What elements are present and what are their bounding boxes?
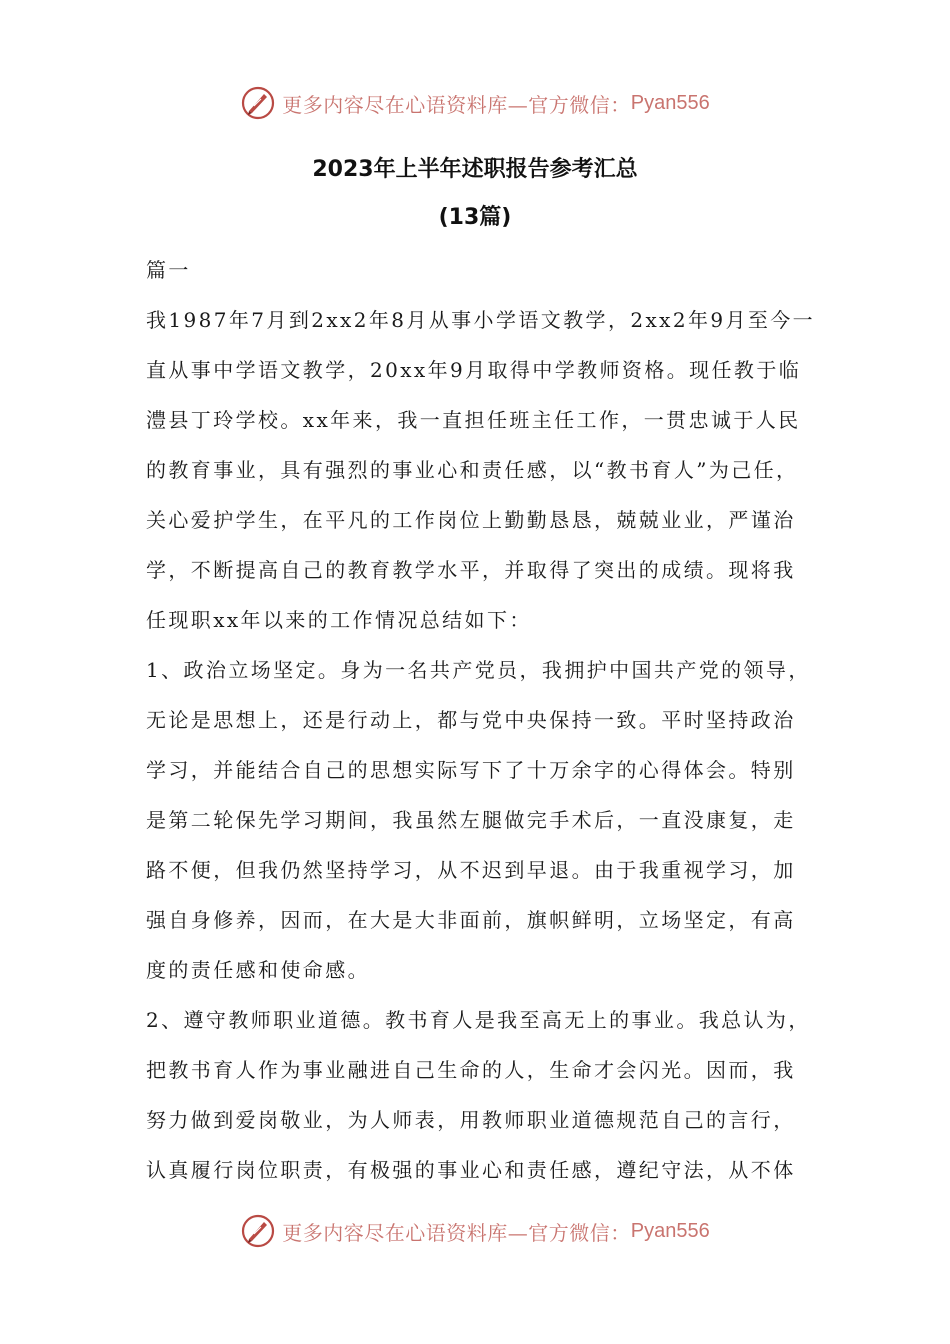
body-line: 无论是思想上，还是行动上，都与党中央保持一致。平时坚持政治 <box>146 708 796 732</box>
body-line: 直从事中学语文教学，20xx年9月取得中学教师资格。现任教于临 <box>146 358 802 382</box>
quill-pen-logo-icon <box>240 85 276 121</box>
body-line: 2、遵守教师职业道德。教书育人是我至高无上的事业。我总认为， <box>146 1008 811 1032</box>
document-subtitle: (13篇) <box>438 205 512 230</box>
body-line: 是第二轮保先学习期间，我虽然左腿做完手术后，一直没康复，走 <box>146 808 796 832</box>
banner-wechat-id: Pyan556 <box>630 1219 710 1242</box>
body-line: 认真履行岗位职责，有极强的事业心和责任感，遵纪守法，从不体 <box>146 1158 796 1182</box>
body-line: 学习，并能结合自己的思想实际写下了十万余字的心得体会。特别 <box>146 758 796 782</box>
document-title: 2023年上半年述职报告参考汇总 <box>312 157 638 182</box>
body-line: 的教育事业，具有强烈的事业心和责任感，以“教书育人”为己任， <box>146 458 799 482</box>
body-line: 澧县丁玲学校。xx年来，我一直担任班主任工作，一贯忠诚于人民 <box>146 408 801 432</box>
body-line: 1、政治立场坚定。身为一名共产党员，我拥护中国共产党的领导， <box>146 658 811 682</box>
body-line: 我1987年7月到2xx2年8月从事小学语文教学，2xx2年9月至今一 <box>146 308 816 332</box>
body-line: 强自身修养，因而，在大是大非面前，旗帜鲜明，立场坚定，有高 <box>146 908 796 932</box>
document-body <box>146 250 816 1200</box>
banner-wechat-id: Pyan556 <box>630 91 710 114</box>
body-line: 度的责任感和使命感。 <box>146 958 370 982</box>
body-line: 关心爱护学生，在平凡的工作岗位上勤勤恳恳，兢兢业业，严谨治 <box>146 508 796 532</box>
body-line: 任现职xx年以来的工作情况总结如下： <box>146 608 532 632</box>
banner-text: 更多内容尽在心语资料库—官方微信： <box>282 1220 631 1245</box>
body-line: 学，不断提高自己的教育教学水平，并取得了突出的成绩。现将我 <box>146 558 796 582</box>
body-line: 路不便，但我仍然坚持学习，从不迟到早退。由于我重视学习，加 <box>146 858 796 882</box>
body-line: 把教书育人作为事业融进自己生命的人，生命才会闪光。因而，我 <box>146 1058 796 1082</box>
footer-watermark-banner <box>0 1208 950 1254</box>
header-watermark-banner <box>0 80 950 126</box>
body-line: 努力做到爱岗敬业，为人师表，用教师职业道德规范自己的言行， <box>146 1108 796 1132</box>
quill-pen-logo-icon <box>240 1213 276 1249</box>
body-line: 篇一 <box>146 258 191 282</box>
banner-text: 更多内容尽在心语资料库—官方微信： <box>282 92 631 117</box>
